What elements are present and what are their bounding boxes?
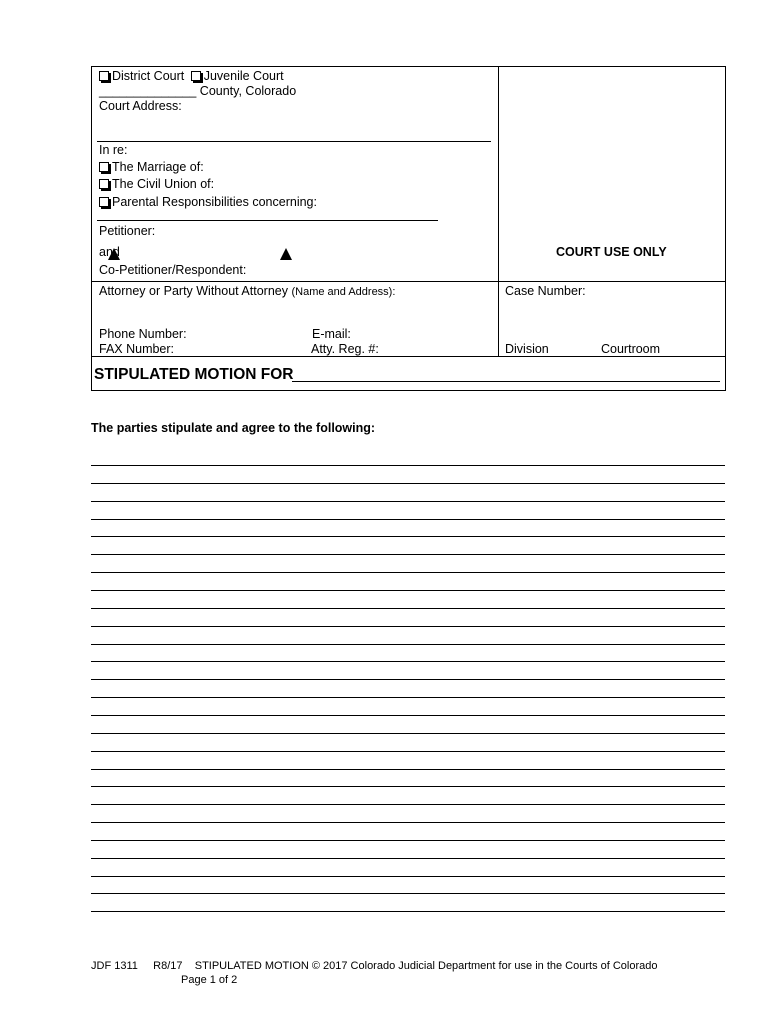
parental-option [99,195,317,209]
writing-line[interactable] [91,804,725,805]
writing-line[interactable] [91,679,725,680]
court-use-only: COURT USE ONLY [556,245,667,259]
motion-title: STIPULATED MOTION FOR [94,366,294,383]
writing-line[interactable] [91,786,725,787]
writing-line[interactable] [91,483,725,484]
footer-page-number: Page 1 of 2 [181,974,238,986]
civil-union-option [99,177,214,191]
and-label: and [99,245,120,259]
district-court-label: District Court [112,69,185,83]
courtroom-label: Courtroom [601,342,661,356]
writing-line[interactable] [91,501,725,502]
marriage-label: The Marriage of: [112,160,204,174]
writing-line[interactable] [91,697,725,698]
writing-line[interactable] [91,911,725,912]
caption-row-rule-2 [91,356,726,357]
triangle-up-icon [108,248,120,260]
juvenile-court-label: Juvenile Court [203,69,284,83]
parental-checkbox[interactable] [99,197,109,207]
civil-union-label: The Civil Union of: [112,177,215,191]
writing-line[interactable] [91,644,725,645]
writing-line[interactable] [91,733,725,734]
writing-line[interactable] [91,715,725,716]
attorney-label-text: Attorney or Party Without Attorney [99,284,288,298]
writing-line[interactable] [91,608,725,609]
writing-line[interactable] [91,661,725,662]
writing-line[interactable] [91,465,725,466]
juvenile-court-checkbox[interactable] [191,71,201,81]
writing-line[interactable] [91,769,725,770]
writing-line[interactable] [91,858,725,859]
civil-union-checkbox[interactable] [99,179,109,189]
co-petitioner-label: Co-Petitioner/Respondent: [99,263,247,277]
writing-line[interactable] [91,876,725,877]
writing-line[interactable] [91,893,725,894]
district-court-checkbox[interactable] [99,71,109,81]
atty-reg-label: Atty. Reg. #: [311,342,379,356]
court-selection [99,69,284,83]
court-address-label: Court Address: [99,99,182,113]
motion-title-blank[interactable] [292,381,720,382]
attorney-note: (Name and Address): [291,286,396,298]
email-label: E-mail: [312,327,351,341]
caption-row-rule-1 [91,281,726,282]
writing-line[interactable] [91,751,725,752]
parties-rule [97,220,438,221]
triangle-up-icon [280,248,292,260]
writing-line[interactable] [91,536,725,537]
court-address-rule [97,141,491,142]
writing-line[interactable] [91,840,725,841]
case-number-label: Case Number: [505,284,586,298]
county-line: ______________ County, Colorado [99,84,297,98]
caption-divider [498,66,499,356]
in-re-label: In re: [99,143,128,157]
marriage-option [99,160,204,174]
writing-line[interactable] [91,822,725,823]
attorney-label [99,284,395,298]
writing-line[interactable] [91,626,725,627]
parental-label: Parental Responsibilities concerning: [112,195,317,209]
writing-line[interactable] [91,554,725,555]
fax-label: FAX Number: [99,342,175,356]
footer-line-1: JDF 1311 R8/17 STIPULATED MOTION © 2017 Colorado Judicial Department for use in the Courts of Colorado [91,960,658,972]
stipulate-heading: The parties stipulate and agree to the following: [91,421,376,435]
phone-label: Phone Number: [99,327,187,341]
marriage-checkbox[interactable] [99,162,109,172]
writing-line[interactable] [91,590,725,591]
petitioner-label: Petitioner: [99,224,156,238]
division-label: Division [505,342,549,356]
writing-line[interactable] [91,572,725,573]
writing-line[interactable] [91,519,725,520]
